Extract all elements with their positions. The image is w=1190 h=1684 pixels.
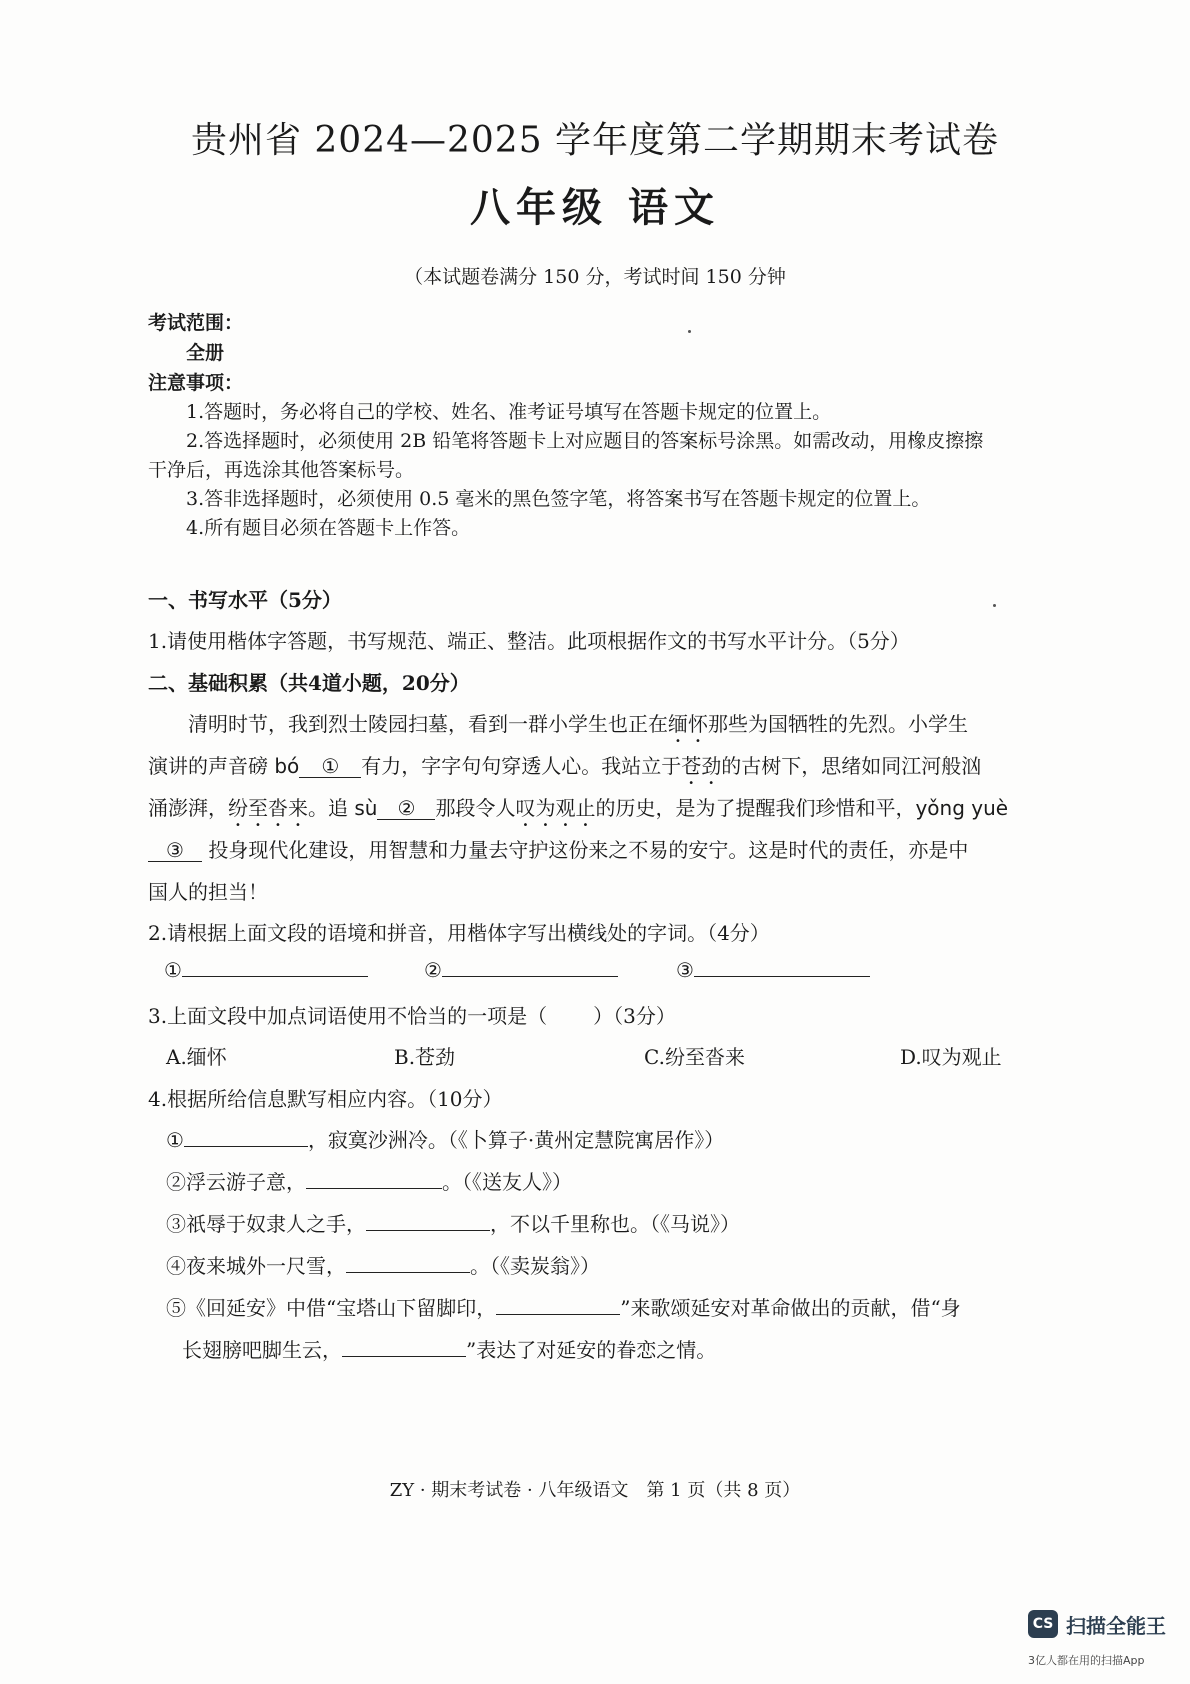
- fill-blank-1: ①: [299, 755, 361, 778]
- scan-speck: [688, 330, 691, 333]
- passage-line-4: [148, 834, 968, 863]
- scan-speck: [993, 604, 996, 607]
- answer-line-2: [424, 958, 618, 982]
- option-d[interactable]: D.叹为观止: [900, 1045, 1002, 1069]
- answer-blank[interactable]: [182, 976, 368, 977]
- question-4: 4.根据所给信息默写相应内容。（10分）: [148, 1087, 503, 1111]
- recite-text: ④夜来城外一尺雪，: [166, 1254, 346, 1278]
- recite-text: ①: [166, 1128, 184, 1152]
- passage-text: 。追 sù: [308, 796, 378, 820]
- recite-text: ，寂寞沙洲冷。（《卜算子·黄州定慧院寓居作》）: [307, 1128, 725, 1152]
- passage-text: 清明时节，我到烈士陵园扫墓，看到一群小学生也正在: [188, 712, 668, 736]
- passage-text: 演讲的声音磅 bó: [148, 754, 300, 778]
- exam-title: 贵州省 2024—2025 学年度第二学期期末考试卷: [190, 120, 1000, 161]
- passage-text: 有力，字字句句穿透人心。我站立于: [361, 754, 682, 778]
- notice-item-3: 3.答非选择题时，必须使用 0.5 毫米的黑色签字笔，将答案书写在答题卡规定的位置上。: [186, 488, 931, 510]
- question-3: [148, 1000, 676, 1029]
- passage-line-3: [148, 792, 1008, 831]
- answer-mark: ②: [424, 958, 442, 982]
- recite-text: ，不以千里称也。（《马说》）: [490, 1212, 740, 1236]
- recite-blank[interactable]: [342, 1356, 466, 1357]
- camscanner-logo-icon: CS: [1028, 1610, 1058, 1638]
- dotted-word-4: 叹为观止: [515, 796, 596, 820]
- notice-item-2-cont: 干净后，再选涂其他答案标号。: [148, 459, 415, 481]
- recite-blank[interactable]: [306, 1188, 442, 1189]
- page-footer: ZY · 期末考试卷 · 八年级语文 第 1 页（共 8 页）: [389, 1480, 801, 1501]
- passage-text: 那段令人: [435, 796, 516, 820]
- passage-line-5: 国人的担当！: [148, 880, 268, 904]
- option-c[interactable]: C.纷至沓来: [644, 1045, 745, 1069]
- question-3-score: ）（3分）: [593, 1004, 676, 1028]
- passage-line-1: [188, 708, 968, 747]
- recite-text: ”来歌颂延安对革命做出的贡献，借“身: [620, 1296, 961, 1320]
- passage-text: 的历史，是为了提醒我们珍惜和平，yǒng yuè: [595, 796, 1009, 820]
- fill-blank-2: ②: [377, 797, 435, 820]
- option-b[interactable]: B.苍劲: [394, 1045, 456, 1069]
- passage-text: 的古树下，思绪如同江河般汹: [721, 754, 982, 778]
- recite-text: ”表达了对延安的眷恋之情。: [466, 1338, 717, 1362]
- recite-5-cont: [182, 1334, 716, 1363]
- recite-text: ⑤《回延安》中借“宝塔山下留脚印，: [166, 1296, 497, 1320]
- fill-blank-3: ③: [148, 839, 202, 862]
- exam-subject: 八年级 语文: [470, 184, 720, 231]
- answer-blank[interactable]: [694, 976, 870, 977]
- passage-text: 投身现代化建设，用智慧和力量去守护这份来之不易的安宁。这是时代的责任，亦是中: [208, 838, 969, 862]
- answer-line-1: [164, 958, 368, 982]
- recite-text: 。（《送友人》）: [442, 1170, 572, 1194]
- section-2-heading: 二、基础积累（共4道小题，20分）: [148, 671, 470, 695]
- recite-1: [166, 1124, 724, 1153]
- exam-note: （本试题卷满分 150 分，考试时间 150 分钟: [404, 266, 786, 288]
- answer-line-3: [676, 958, 870, 982]
- notice-item-2: 2.答选择题时，必须使用 2B 铅笔将答题卡上对应题目的答案标号涂黑。如需改动，用橡皮擦擦: [186, 430, 984, 452]
- passage-text: 那些为国牺牲的先烈。小学生: [708, 712, 968, 736]
- recite-blank[interactable]: [184, 1146, 308, 1147]
- recite-4: [166, 1250, 600, 1279]
- passage-line-2: [148, 750, 981, 789]
- recite-2: [166, 1166, 572, 1195]
- recite-blank[interactable]: [496, 1314, 620, 1315]
- notice-label: 注意事项：: [148, 372, 244, 394]
- recite-text: 。（《卖炭翁》）: [470, 1254, 600, 1278]
- scope-label: 考试范围：: [148, 312, 244, 334]
- scope-value: 全册: [186, 342, 225, 364]
- recite-blank[interactable]: [366, 1230, 490, 1231]
- recite-3: [166, 1208, 740, 1237]
- notice-item-1: 1.答题时，务必将自己的学校、姓名、准考证号填写在答题卡规定的位置上。: [186, 401, 832, 423]
- dotted-word-1: 缅怀: [668, 712, 708, 736]
- passage-text: 涌澎湃，: [148, 796, 228, 820]
- question-1: 1.请使用楷体字答题，书写规范、端正、整洁。此项根据作文的书写水平计分。（5分）: [148, 629, 910, 653]
- recite-5: [166, 1292, 961, 1321]
- notice-item-4: 4.所有题目必须在答题卡上作答。: [186, 517, 471, 539]
- section-1-heading: 一、书写水平（5分）: [148, 588, 342, 612]
- answer-mark: ③: [676, 958, 694, 982]
- recite-text: ②浮云游子意，: [166, 1170, 306, 1194]
- recite-blank[interactable]: [346, 1272, 470, 1273]
- recite-text: ③祇辱于奴隶人之手，: [166, 1212, 366, 1236]
- dotted-word-2: 苍劲: [681, 754, 722, 778]
- watermark-name: 扫描全能王: [1066, 1614, 1166, 1638]
- question-3-stem: 3.上面文段中加点词语使用不恰当的一项是（: [148, 1004, 548, 1028]
- question-2: 2.请根据上面文段的语境和拼音，用楷体字写出横线处的字词。（4分）: [148, 921, 770, 945]
- option-a[interactable]: A.缅怀: [166, 1045, 227, 1069]
- answer-mark: ①: [164, 958, 182, 982]
- watermark-tagline: 3亿人都在用的扫描App: [1028, 1654, 1145, 1667]
- dotted-word-3: 纷至沓来: [228, 796, 308, 820]
- answer-blank[interactable]: [442, 976, 618, 977]
- recite-text: 长翅膀吧脚生云，: [182, 1338, 342, 1362]
